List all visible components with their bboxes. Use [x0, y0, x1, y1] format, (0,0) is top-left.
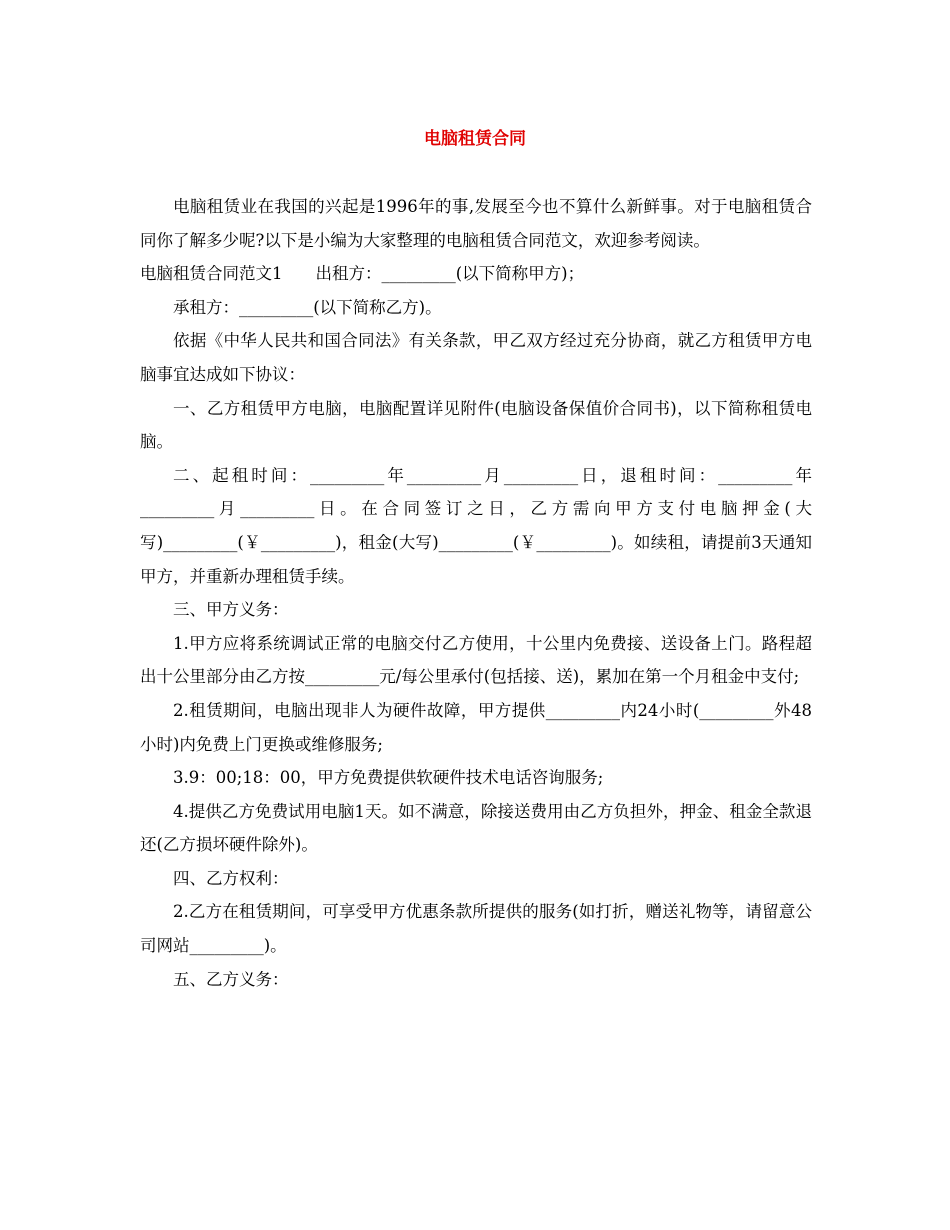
paragraph: 二、起租时间：_________年_________月_________日，退租时间：_________年_________月_________日。在合同签订之日，乙方需向甲方支付电脑押金(大写)_________(￥_________)，租金(大写)_________(￥_________)。如续租，请提前3天通知甲方，并重新办理租赁手续。: [140, 465, 812, 586]
paragraph: 3.9：00;18：00，甲方免费提供软硬件技术电话咨询服务;: [173, 768, 604, 788]
section-heading: 三、甲方义务：: [173, 600, 289, 620]
paragraph: 4.提供乙方免费试用电脑1天。如不满意，除接送费用由乙方负担外，押金、租金全款退还(乙方损坏硬件除外)。: [140, 801, 812, 855]
paragraph: 电脑租赁合同范文1 出租方：_________(以下简称甲方)；: [140, 264, 585, 284]
paragraph: 1.甲方应将系统调试正常的电脑交付乙方使用，十公里内免费接、送设备上门。路程超出十公里部分由乙方按_________元/每公里承付(包括接、送)，累加在第一个月租金中支付;: [140, 633, 812, 687]
paragraph: 2.乙方在租赁期间，可享受甲方优惠条款所提供的服务(如打折，赠送礼物等，请留意公司网站_________)。: [140, 902, 812, 956]
section-heading: 五、乙方义务：: [173, 969, 289, 989]
paragraph: 2.租赁期间，电脑出现非人为硬件故障，甲方提供_________内24小时(_________外48小时)内免费上门更换或维修服务;: [140, 700, 812, 754]
paragraph: 依据《中华人民共和国合同法》有关条款，甲乙双方经过充分协商，就乙方租赁甲方电脑事宜达成如下协议：: [140, 331, 812, 384]
document-body: [140, 190, 812, 996]
section-heading: 四、乙方权利：: [173, 868, 289, 888]
paragraph: 电脑租赁业在我国的兴起是1996年的事,发展至今也不算什么新鲜事。对于电脑租赁合同你了解多少呢?以下是小编为大家整理的电脑租赁合同范文，欢迎参考阅读。: [140, 197, 812, 250]
document-title: 电脑租赁合同: [424, 129, 526, 149]
paragraph: 承租方：_________(以下简称乙方)。: [173, 297, 442, 317]
paragraph: 一、乙方租赁甲方电脑，电脑配置详见附件(电脑设备保值价合同书)，以下简称租赁电脑。: [140, 398, 812, 452]
